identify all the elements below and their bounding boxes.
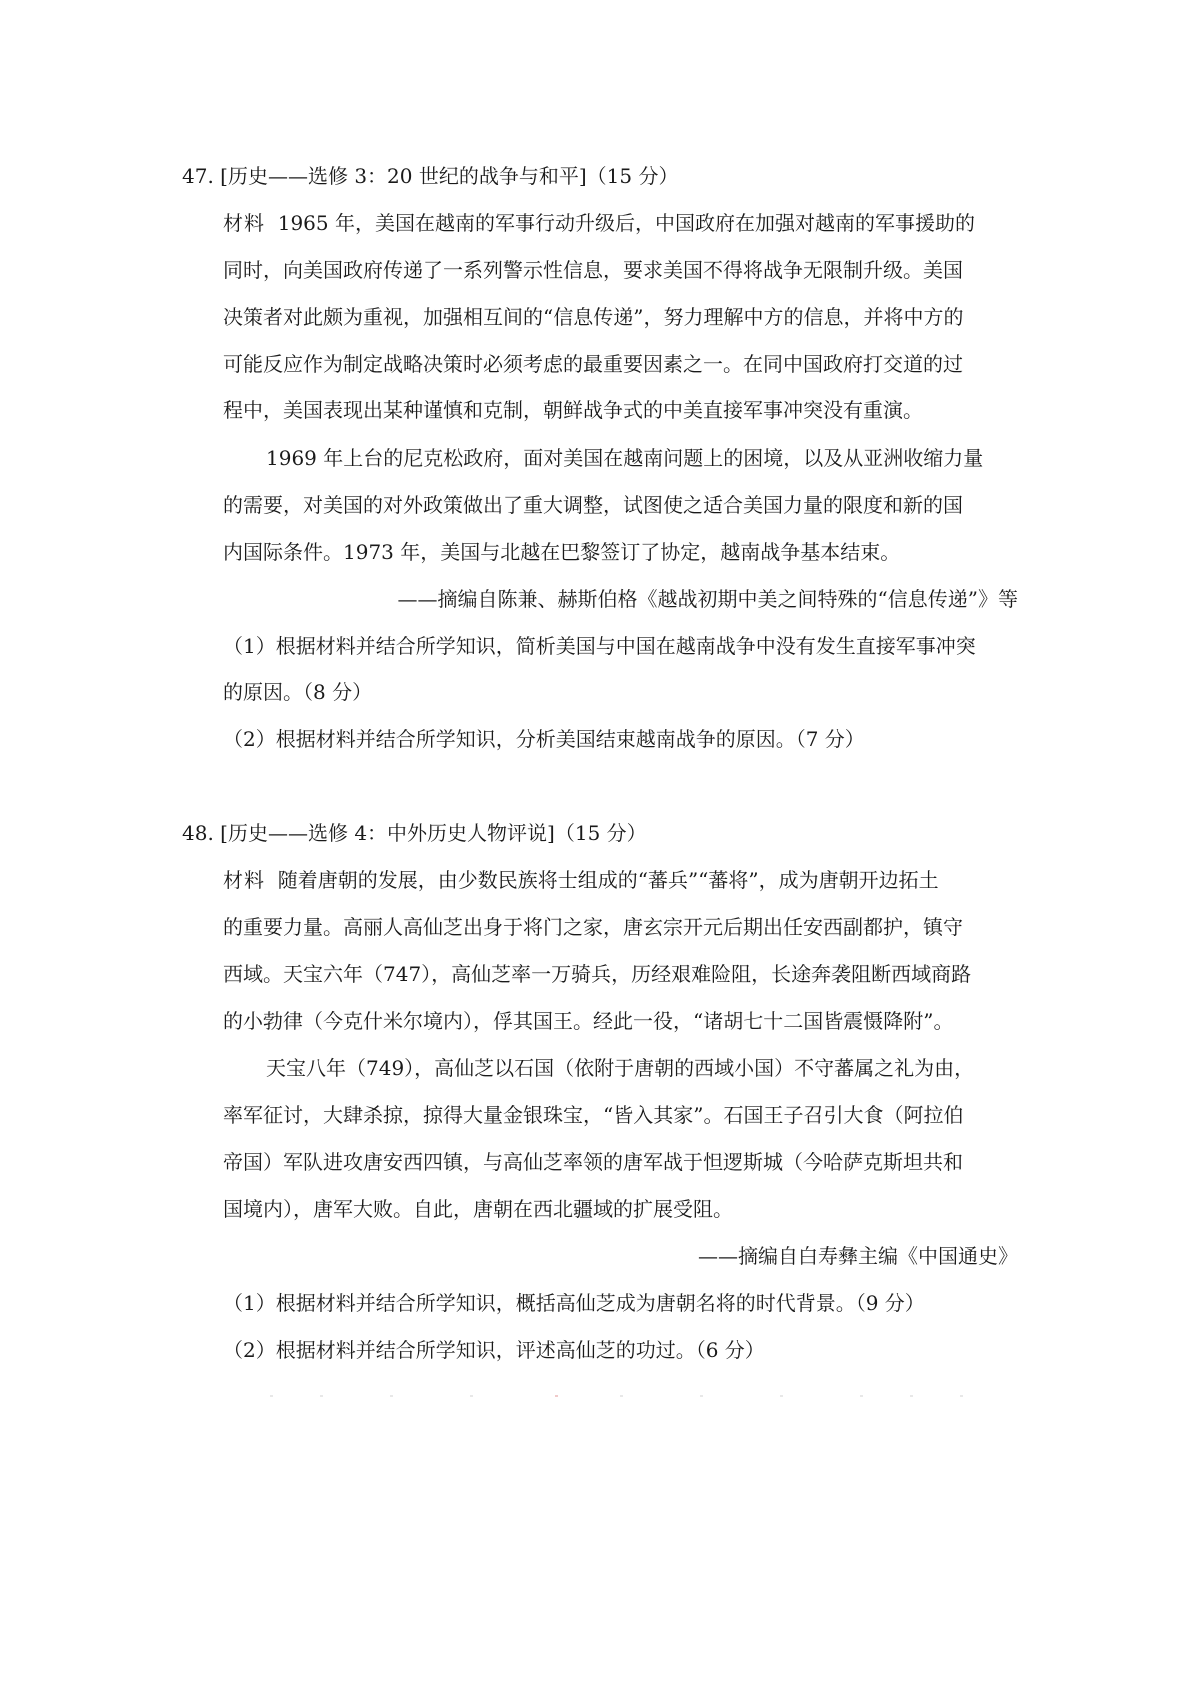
q47-source: ——摘编自陈兼、赫斯伯格《越战初期中美之间特殊的“信息传递”》等 [397, 587, 1018, 611]
scan-noise [260, 1392, 980, 1402]
q47-subquestion-2: （2）根据材料并结合所学知识，分析美国结束越南战争的原因。（7 分） [223, 727, 865, 751]
q47-material-line-8: 内国际条件。1973 年，美国与北越在巴黎签订了协定，越南战争基本结束。 [223, 540, 901, 564]
question-48-header: 48. [历史——选修 4：中外历史人物评说]（15 分） [182, 821, 647, 845]
q47-material-line-3: 决策者对此颇为重视，加强相互间的“信息传递”，努力理解中方的信息，并将中方的 [223, 305, 964, 329]
material-text: 随着唐朝的发展，由少数民族将士组成的“蕃兵”“蕃将”，成为唐朝开边拓土 [277, 868, 939, 892]
q48-material-line-7: 帝国）军队进攻唐安西四镇，与高仙芝率领的唐军战于怛逻斯城（今哈萨克斯坦共和 [223, 1150, 963, 1174]
q47-material-line-7: 的需要，对美国的对外政策做出了重大调整，试图使之适合美国力量的限度和新的国 [223, 493, 963, 517]
q48-source: ——摘编自白寿彝主编《中国通史》 [698, 1244, 1018, 1268]
q47-material-line-1 [223, 207, 975, 236]
q47-material-line-5: 程中，美国表现出某种谨慎和克制，朝鲜战争式的中美直接军事冲突没有重演。 [223, 398, 923, 422]
material-label: 材料 [223, 868, 265, 892]
q47-material-line-4: 可能反应作为制定战略决策时必须考虑的最重要因素之一。在同中国政府打交道的过 [223, 352, 963, 376]
q48-material-line-1 [223, 864, 939, 893]
q47-material-line-2: 同时，向美国政府传递了一系列警示性信息，要求美国不得将战争无限制升级。美国 [223, 258, 963, 282]
q48-material-line-5: 天宝八年（749），高仙芝以石国（依附于唐朝的西域小国）不守蕃属之礼为由， [266, 1056, 975, 1080]
q48-subquestion-1: （1）根据材料并结合所学知识，概括高仙芝成为唐朝名将的时代背景。（9 分） [223, 1291, 925, 1315]
question-47-header: 47. [历史——选修 3：20 世纪的战争与和平]（15 分） [182, 164, 679, 188]
q48-material-line-6: 率军征讨，大肆杀掠，掠得大量金银珠宝，“皆入其家”。石国王子召引大食（阿拉伯 [223, 1103, 964, 1127]
q48-material-line-3: 西域。天宝六年（747），高仙芝率一万骑兵，历经艰难险阻，长途奔袭阻断西域商路 [223, 962, 972, 986]
q48-material-line-2: 的重要力量。高丽人高仙芝出身于将门之家，唐玄宗开元后期出任安西副都护，镇守 [223, 915, 963, 939]
q47-subquestion-1-line-2: 的原因。（8 分） [223, 680, 373, 704]
material-text: 1965 年，美国在越南的军事行动升级后，中国政府在加强对越南的军事援助的 [277, 211, 975, 235]
q47-subquestion-1-line-1: （1）根据材料并结合所学知识，简析美国与中国在越南战争中没有发生直接军事冲突 [223, 634, 976, 658]
q48-material-line-8: 国境内），唐军大败。自此，唐朝在西北疆域的扩展受阻。 [223, 1197, 733, 1221]
q48-material-line-4: 的小勃律（今克什米尔境内），俘其国王。经此一役，“诸胡七十二国皆震慑降附”。 [223, 1009, 954, 1033]
q47-material-line-6: 1969 年上台的尼克松政府，面对美国在越南问题上的困境，以及从亚洲收缩力量 [266, 446, 984, 470]
material-label: 材料 [223, 211, 265, 235]
q48-subquestion-2: （2）根据材料并结合所学知识，评述高仙芝的功过。（6 分） [223, 1338, 765, 1362]
